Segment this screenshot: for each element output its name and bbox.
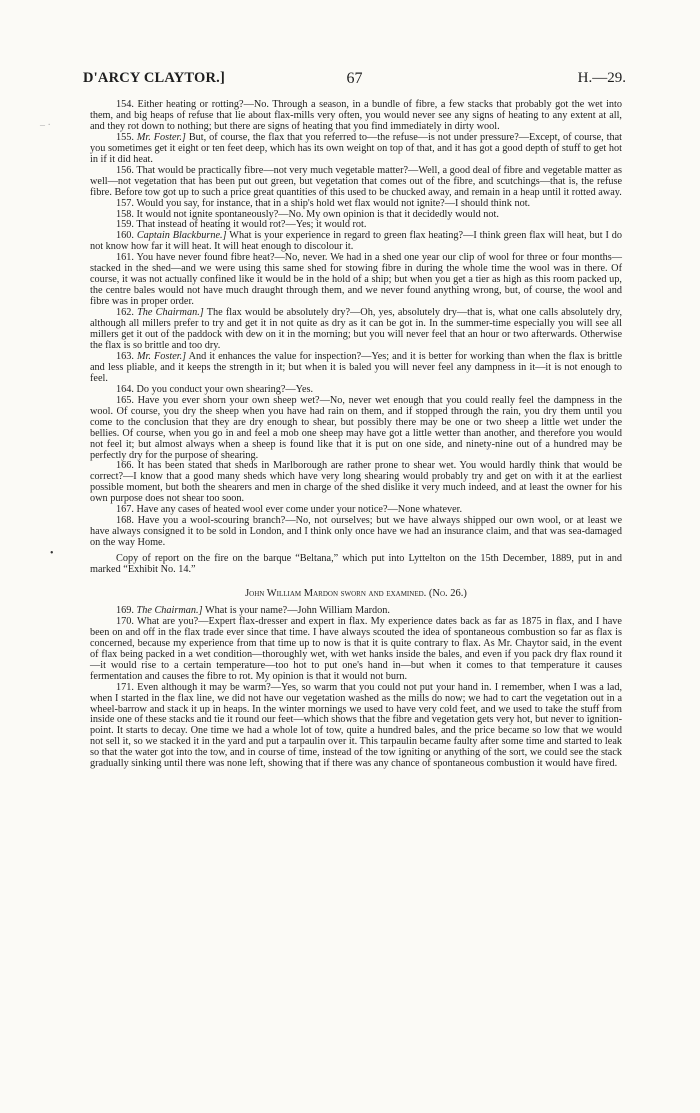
testimony-paragraph — [90, 617, 622, 683]
testimony-paragraph — [90, 166, 622, 199]
testimony-text: That would be practically fibre—not very much vegetable matter?—Well, a good deal of fibre and vegetable matter as well—not vegetation that has been put out green, but vegetation that comes out of the fibre, and scutchings—that is, the refuse fibre. Before tow got up to such a price great quantities of this used to be chucked away, and remain in a heap until it rotted away. — [90, 164, 622, 198]
question-number: 162. — [116, 307, 134, 319]
question-number: 160. — [116, 230, 134, 242]
testimony-text: Have you ever shorn your own sheep wet?—No, never wet enough that you could really feel the dampness in the wool. Of course, you dry the sheep when you have had rain on them, and if stopped through the rain, you dry them until you come to the conclusion that they are dry enough to shear, but possibly there may be one or two sheep a little wet under the bellies. Of course, when you go in and feel a mob one sheep may have got a little wetter than another, and therefore you would not feel it; but almost always when a sheep is found like that it is put on one side, and ninety-nine out of a hundred may be perfectly dry for the purpose of shearing. — [90, 394, 622, 461]
question-number: 154. — [116, 99, 134, 110]
testimony-paragraph — [90, 100, 622, 133]
testimony-paragraph — [90, 352, 622, 385]
testimony-text: The flax would be absolutely dry?—Oh, yes, absolutely dry—that is, what one calls absolutely dry, although all millers prefer to try and get it in not quite as dry as it can be got in. In the summer-time especially you will see all millers get it out of the paddock with dew on it in the morning; but you will never feel that an hour or two afterwards. Otherwise the flax is so brittle and too dry. — [90, 307, 623, 351]
testimony-paragraph — [90, 308, 622, 352]
question-number: 170. — [116, 615, 134, 627]
testimony-block-2 — [90, 606, 622, 770]
page-number: 67 — [346, 70, 363, 87]
testimony-text: What is your name?—John William Mardon. — [204, 604, 390, 616]
speaker-label: Mr. Foster.] — [136, 131, 186, 143]
testimony-paragraph — [90, 683, 622, 771]
testimony-text: And it enhances the value for inspection?—Yes; and it is better for working than when the flax is brittle and less pliable, and it keeps the strength in it; but when it is baled you will never feel any dampness in it—it is not enough to feel. — [90, 350, 622, 384]
question-number: 171. — [116, 681, 134, 693]
page-header — [83, 70, 626, 90]
question-number: 167. — [116, 504, 134, 516]
speaker-label: Captain Blackburne.] — [136, 230, 227, 242]
speaker-label: The Chairman.] — [136, 604, 203, 616]
testimony-paragraph — [90, 133, 622, 166]
speaker-label: Mr. Foster.] — [136, 350, 187, 362]
testimony-block-1 — [90, 100, 622, 549]
testimony-paragraph — [90, 461, 622, 505]
testimony-text: Have you a wool-scouring branch?—No, not ourselves; but we have always shipped our own wool, or at least we have always consigned it to be sold in London, and I think only once have we had an insurance claim, and that was sea-damaged on the way Home. — [90, 515, 622, 549]
question-number: 163. — [116, 350, 134, 362]
testimony-text: What are you?—Expert flax-dresser and expert in flax. My experience dates back as far as 1875 in flax, and I have been on and off in the flax trade ever since that time. I have always scouted the idea of spontaneous combustion so far as flax is concerned, because my experience from that time up to now is that it is quite contrary to flax. As Mr. Chaytor said, in the event of flax being packed in a wet condition—thoroughly wet, with wet hanks inside the bales, and even if you pack dry flax round it—it would rise to a certain temperature—too hot to put one's hand in—but when it comes to that temperature it causes fermentation and causes the fibre to rot. My opinion is that it would not burn. — [90, 615, 622, 682]
testimony-text: Even although it may be warm?—Yes, so warm that you could not put your hand in. I remember, when I was a lad, when I started in the flax line, we did not have our vegetation washed as the mills do now; we had to cart the vegetation out in a wheel-barrow and stack it up in heaps. In the winter mornings we used to have very cold feet, and we used to take the stuff from inside one of these stacks and tie it round our feet—which shows that the fibre and vegetation gets very hot, but never to ignition-point. It starts to decay. One time we had a whole lot of tow, quite a hundred bales, and the price became so low that we would not sell it, so we stacked it in the yard and put a tarpaulin over it. This tarpaulin became faulty after some time and started to leak so that the water got into the tow, and in course of time, instead of the tow igniting or anything of the sort, we could see the stack gradually sinking until there was none left, showing that if there was any chance of spontaneous combustion it would have fired. — [90, 681, 623, 770]
testimony-paragraph — [90, 396, 622, 462]
testimony-text: It has been stated that sheds in Marlborough are rather prone to shear wet. You would hardly think that would be correct?—I know that a good many sheds which have very long shearing would probably try and get on with it at the earliest possible moment, but both the shearers and men in charge of the shed dislike it very much indeed, and at least the owner for his own purpose does not shear too soon. — [90, 460, 623, 505]
testimony-text: Do you conduct your own shearing?—Yes. — [136, 383, 314, 395]
question-number: 159. — [116, 219, 134, 231]
question-number: 161. — [116, 252, 134, 264]
question-number: 156. — [116, 164, 134, 176]
margin-mark: – · — [40, 120, 51, 131]
testimony-text: Would you say, for instance, that in a ship's hold wet flax would not ignite?—I should think not. — [136, 197, 531, 209]
speaker-label: The Chairman.] — [137, 307, 204, 319]
testimony-text: What is your experience in regard to green flax heating?—I think green flax will heat, but I do not know how far it will heat. It will heat enough to discolour it. — [90, 230, 623, 253]
question-number: 166. — [116, 460, 134, 472]
testimony-text: You have never found fibre heat?—No, never. We had in a shed one year our clip of wool for three or four months—stacked in the shed—and we were using this same shed for stowing fibre in during the whole time the wool was in there. Of course, it was not actually confined like it would be in the hold of a ship; but when you get a tier as high as this room packed up, the centre bales would not have much draught through them, and we never found anything wrong, but, of course, the wool and fibre was in proper order. — [90, 252, 622, 308]
testimony-text: Either heating or rotting?—No. Through a season, in a bundle of fibre, a few stacks that probably got the wet into them, and big heaps of refuse that lie about flax-mills very often, you would never see any signs of heating to any extent at all, and they rot down to nothing; but there are signs of heating that you find immediately in dirty wool. — [90, 99, 623, 132]
question-number: 155. — [116, 131, 134, 143]
testimony-paragraph — [90, 516, 622, 549]
question-number: 164. — [116, 383, 134, 395]
testimony-paragraph — [90, 231, 622, 253]
running-head-left: D'ARCY CLAYTOR.] — [83, 70, 226, 86]
testimony-text: But, of course, the flax that you referred to—the refuse—is not under pressure?—Except, of course, that you sometimes get it eight or ten feet deep, which has its own weight on top of that, and it has got a good depth of stuff to get hot in if it did heat. — [90, 131, 623, 165]
question-number: 157. — [116, 197, 134, 209]
testimony-text: That instead of heating it would rot?—Yes; it would rot. — [136, 219, 367, 231]
question-number: 165. — [116, 394, 134, 406]
testimony-text: Have any cases of heated wool ever come under your notice?—None whatever. — [136, 504, 463, 516]
margin-dot: • — [50, 548, 54, 559]
question-number: 169. — [116, 604, 134, 616]
question-number: 158. — [116, 208, 134, 220]
testimony-paragraph — [90, 253, 622, 308]
exhibit-note: Copy of report on the fire on the barque “Beltana,” which put into Lyttelton on the 15th December, 1889, put in and marked “Exhibit No. 14.” — [90, 553, 622, 576]
question-number: 168. — [116, 515, 134, 527]
document-body — [90, 100, 622, 770]
witness-heading: John William Mardon sworn and examined. (No. 26.) — [245, 587, 467, 599]
testimony-text: It would not ignite spontaneously?—No. My own opinion is that it decidedly would not. — [136, 208, 499, 220]
document-code: H.—29. — [577, 70, 626, 86]
